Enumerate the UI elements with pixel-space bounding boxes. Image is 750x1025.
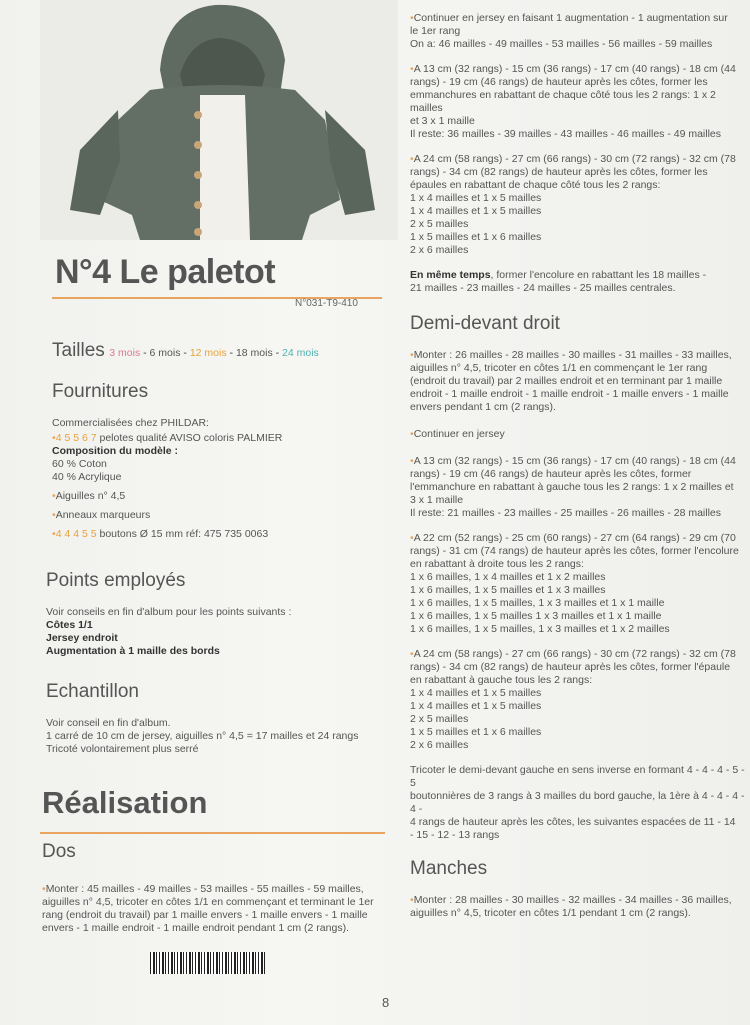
size-3: 12 mois [189,347,227,359]
a2: rangs) - 19 cm (46 rangs) de hauteur après les côtes, former les [410,76,708,88]
point-3: Augmentation à 1 maille des bords [46,645,220,657]
c4: endroit - 1 maille endroit - 1 maille endroit - 1 maille envers - 1 maille [410,388,729,400]
manches-heading: Manches [410,858,488,879]
f8: 1 x 6 mailles, 1 x 5 mailles, 1 x 3 mailles et 1 x 2 mailles [410,623,670,635]
dos-section [42,841,387,935]
b4: 1 x 4 mailles et 1 x 5 mailles [410,192,542,204]
f2: rangs) - 31 cm (74 rangs) de hauteur après les côtes, former l'encolure [410,545,739,557]
fournitures-line1: Commercialisées chez PHILDAR: [52,417,209,429]
boutons-line: •4 4 4 5 5 boutons Ø 15 mm réf: 475 735 0063 [52,528,269,540]
dos-monter-text: Monter : 45 mailles - 49 mailles - 53 mailles - 55 mailles - 59 mailles, [45,883,364,895]
realisation-underline [40,832,385,834]
m1: , former l'encolure en rabattant les 18 mailles - [490,269,707,281]
g3: en rabattant à gauche tous les 2 rangs: [410,674,593,686]
echantillon-line3: Tricoté volontairement plus serré [46,743,199,755]
boutons-text: boutons Ø 15 mm réf: 475 735 0063 [96,528,269,540]
dos-monter: •Monter : 45 mailles - 49 mailles - 53 mailles - 55 mailles - 59 mailles, [42,883,364,895]
size-5: 24 mois [282,347,319,359]
points-heading: Points employés [46,570,186,591]
fournitures-heading: Fournitures [52,381,149,402]
g4: 1 x 4 mailles et 1 x 5 mailles [410,687,542,699]
f6: 1 x 6 mailles, 1 x 5 mailles, 1 x 3 mailles et 1 x 1 maille [410,597,665,609]
c5: envers pendant 1 cm (2 rangs). [410,401,556,413]
b1: A 24 cm (58 rangs) - 27 cm (66 rangs) - 30 cm (72 rangs) - 32 cm (78 [413,153,736,165]
sizes-label: Tailles [52,340,105,361]
g6: 2 x 5 mailles [410,713,469,725]
e3: l'emmanchure en rabattant à gauche tous les 2 rangs: 1 x 2 mailles et [410,481,734,493]
points-section [46,570,291,658]
d1: Continuer en jersey [413,428,505,440]
points-line1: Voir conseils en fin d'album pour les points suivants : [46,606,292,618]
b6: 2 x 5 mailles [410,218,469,230]
f4: 1 x 6 mailles, 1 x 4 mailles et 1 x 2 mailles [410,571,606,583]
f3: en rabattant à droite tous les 2 rangs: [410,558,584,570]
r1: Continuer en jersey en faisant 1 augmentation - 1 augmentation sur [413,12,728,24]
h2: boutonnières de 3 rangs à 3 mailles du bord gauche, la 1ère à 4 - 4 - 4 - 4 - [410,790,745,815]
b3: épaules en rabattant de chaque côté tous les 2 rangs: [410,179,661,191]
dd-monter: •Monter : 26 mailles - 28 mailles - 30 mailles - 31 mailles - 33 mailles, [410,349,732,361]
b2: rangs) - 34 cm (82 rangs) de hauteur après les côtes, former les [410,166,708,178]
g8: 2 x 6 mailles [410,739,469,751]
g2: rangs) - 34 cm (82 rangs) de hauteur après les côtes, former l'épaule [410,661,731,673]
pelotes-text: pelotes qualité AVISO coloris PALMIER [96,432,283,444]
acrylique-line: 40 % Acrylique [52,471,122,483]
h3: 4 rangs de hauteur après les côtes, les suivantes espacées de 11 - 14 [410,816,736,828]
cardigan-illustration [40,0,398,240]
dd-epaule: •A 24 cm (58 rangs) - 27 cm (66 rangs) - 30 cm (72 rangs) - 32 cm (78 [410,648,736,660]
boutons-nums: 4 4 4 5 5 [55,528,97,540]
f1: A 22 cm (52 rangs) - 25 cm (60 rangs) - 27 cm (64 rangs) - 29 cm (70 [413,532,736,544]
barcode [150,952,265,974]
f7: 1 x 6 mailles, 1 x 5 mailles 1 x 3 mailles et 1 x 1 maille [410,610,662,622]
dos-continue: •Continuer en jersey en faisant 1 augmentation - 1 augmentation sur [410,12,728,24]
size-2: 6 mois [149,347,181,359]
dd-jersey: •Continuer en jersey [410,428,505,440]
dd-encolure: •A 22 cm (52 rangs) - 25 cm (60 rangs) - 27 cm (64 rangs) - 29 cm (70 [410,532,736,544]
meme-temps [410,269,748,282]
pattern-title: N°4 Le paletot [55,253,276,291]
reference-code: N°031-T9-410 [295,298,358,309]
b7: 1 x 5 mailles et 1 x 6 mailles [410,231,542,243]
dos-heading: Dos [42,841,76,862]
aiguilles-line: •Aiguilles n° 4,5 [52,490,126,502]
dd-emmanchure: •A 13 cm (32 rangs) - 15 cm (36 rangs) - 17 cm (40 rangs) - 18 cm (44 [410,455,736,467]
product-photo [40,0,398,240]
r2: le 1er rang [410,25,461,37]
a1: A 13 cm (32 rangs) - 15 cm (36 rangs) - 17 cm (40 rangs) - 18 cm (44 [413,63,736,75]
g7: 1 x 5 mailles et 1 x 6 mailles [410,726,542,738]
a3: emmanchures en rabattant de chaque côté tous les 2 rangs: 1 x 2 mailles [410,89,716,114]
size-1: 3 mois [109,347,141,359]
right-column [410,12,748,920]
point-2: Jersey endroit [46,632,118,644]
pelotes-nums: 4 5 5 6 7 [55,432,97,444]
b5: 1 x 4 mailles et 1 x 5 mailles [410,205,542,217]
echantillon-line2: 1 carré de 10 cm de jersey, aiguilles n° 4,5 = 17 mailles et 24 rangs [46,730,359,742]
echantillon-line1: Voir conseil en fin d'album. [46,717,171,729]
c3: (endroit du travail) par 2 mailles endroit et en terminant par 1 maille [410,375,723,387]
a5: Il reste: 36 mailles - 39 mailles - 43 mailles - 46 mailles - 49 mailles [410,128,722,140]
size-4: 18 mois [235,347,273,359]
sizes-line: Tailles 3 mois - 6 mois - 12 mois - 18 mois - 24 mois [52,340,319,361]
i2: aiguilles n° 4,5, tricoter en côtes 1/1 pendant 1 cm (2 rangs). [410,907,691,919]
dos-emmanchures: •A 13 cm (32 rangs) - 15 cm (36 rangs) - 17 cm (40 rangs) - 18 cm (44 [410,63,736,75]
f5: 1 x 6 mailles, 1 x 5 mailles et 1 x 3 mailles [410,584,606,596]
i1: Monter : 28 mailles - 30 mailles - 32 mailles - 34 mailles - 36 mailles, [413,894,732,906]
e1: A 13 cm (32 rangs) - 15 cm (36 rangs) - 17 cm (40 rangs) - 18 cm (44 [413,455,736,467]
c2: aiguilles n° 4,5, tricoter en côtes 1/1 en commençant le 1er rang [410,362,708,374]
composition-label: Composition du modèle : [52,445,178,457]
aiguilles-text: Aiguilles n° 4,5 [55,490,126,502]
h1: Tricoter le demi-devant gauche en sens inverse en formant 4 - 4 - 4 - 5 - 5 [410,764,745,789]
a4: et 3 x 1 maille [410,115,475,127]
e5: Il reste: 21 mailles - 23 mailles - 25 mailles - 26 mailles - 28 mailles [410,507,722,519]
demi-devant-heading: Demi-devant droit [410,313,560,334]
h4: - 15 - 12 - 13 rangs [410,829,500,841]
pelotes-line: •4 5 5 6 7 pelotes qualité AVISO coloris PALMIER [52,432,283,444]
echantillon-heading: Echantillon [46,681,139,702]
m1b: En même temps [410,269,491,281]
g1: A 24 cm (58 rangs) - 27 cm (66 rangs) - 30 cm (72 rangs) - 32 cm (78 [413,648,736,660]
dos-line3: rang (endroit du travail) par 1 maille envers - 1 maille envers - 1 maille [42,909,368,921]
m2: 21 mailles - 23 mailles - 24 mailles - 25 mailles centrales. [410,282,676,294]
realisation-heading: Réalisation [42,785,208,820]
anneaux-text: Anneaux marqueurs [55,509,151,521]
dos-line4: envers - 1 maille endroit - 1 maille endroit pendant 1 cm (2 rangs). [42,922,349,934]
page-number: 8 [382,995,390,1010]
c1: Monter : 26 mailles - 28 mailles - 30 mailles - 31 mailles - 33 mailles, [413,349,732,361]
dos-epaules: •A 24 cm (58 rangs) - 27 cm (66 rangs) - 30 cm (72 rangs) - 32 cm (78 [410,153,736,165]
e4: 3 x 1 maille [410,494,464,506]
coton-line: 60 % Coton [52,458,107,470]
fournitures-section [52,381,282,541]
manches-monter: •Monter : 28 mailles - 30 mailles - 32 mailles - 34 mailles - 36 mailles, [410,894,732,906]
g5: 1 x 4 mailles et 1 x 5 mailles [410,700,542,712]
dos-line2: aiguilles n° 4,5, tricoter en côtes 1/1 en commençant et terminant le 1er [42,896,374,908]
r3: On a: 46 mailles - 49 mailles - 53 mailles - 56 mailles - 59 mailles [410,38,713,50]
point-1: Côtes 1/1 [46,619,93,631]
b8: 2 x 6 mailles [410,244,469,256]
anneaux-line: •Anneaux marqueurs [52,509,151,521]
echantillon-section [46,681,358,756]
e2: rangs) - 19 cm (46 rangs) de hauteur après les côtes, former [410,468,692,480]
